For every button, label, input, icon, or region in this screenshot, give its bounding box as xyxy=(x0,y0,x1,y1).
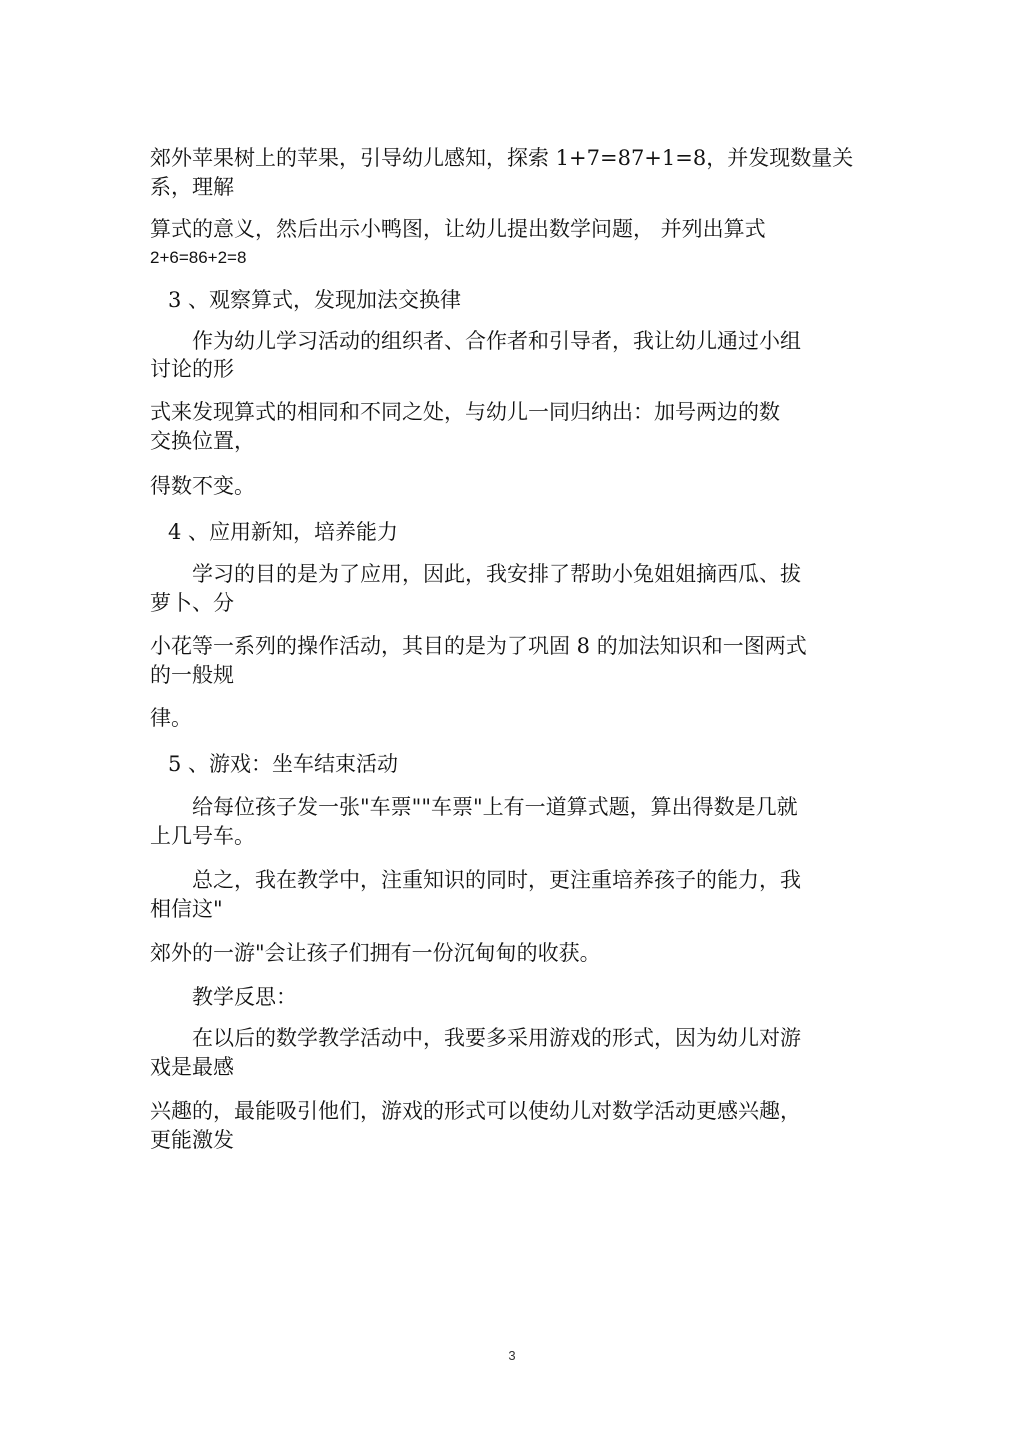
section-heading: 5 、游戏：坐车结束活动 xyxy=(168,752,399,776)
text-line: 上几号车。 xyxy=(150,824,255,848)
text-line: 更能激发 xyxy=(150,1128,234,1152)
text-line: 交换位置， xyxy=(150,429,255,453)
text-line: 郊外的一游"会让孩子们拥有一份沉甸甸的收获。 xyxy=(150,941,601,965)
text-line: 小花等一系列的操作活动，其目的是为了巩固 8 的加法知识和一图两式 xyxy=(150,634,807,658)
page-number: 3 xyxy=(508,1348,516,1363)
text-line: 萝卜、分 xyxy=(150,591,234,615)
text-line: 戏是最感 xyxy=(150,1055,234,1079)
text-line: 的一般规 xyxy=(150,663,234,687)
paragraph-start: 学习的目的是为了应用，因此，我安排了帮助小兔姐姐摘西瓜、拔 xyxy=(192,562,801,586)
text-line: 式来发现算式的相同和不同之处，与幼儿一同归纳出：加号两边的数 xyxy=(150,400,780,424)
reflection-heading: 教学反思： xyxy=(192,985,297,1009)
section-heading: 4 、应用新知，培养能力 xyxy=(168,520,399,544)
paragraph-start: 给每位孩子发一张"车票""车票"上有一道算式题，算出得数是几就 xyxy=(192,795,798,819)
text-line: 算式的意义，然后出示小鸭图，让幼儿提出数学问题， 并列出算式 xyxy=(150,217,766,241)
text-line: 系，理解 xyxy=(150,175,234,199)
text-line: 2+6=86+2=8 xyxy=(150,248,247,267)
text-line: 相信这" xyxy=(150,897,223,921)
paragraph-start: 在以后的数学教学活动中，我要多采用游戏的形式，因为幼儿对游 xyxy=(192,1026,801,1050)
paragraph-start: 总之，我在教学中，注重知识的同时，更注重培养孩子的能力，我 xyxy=(192,868,801,892)
section-heading: 3 、观察算式，发现加法交换律 xyxy=(168,288,462,312)
text-line: 郊外苹果树上的苹果，引导幼儿感知，探索 1+7=87+1=8，并发现数量关 xyxy=(150,146,854,170)
text-line: 兴趣的，最能吸引他们，游戏的形式可以使幼儿对数学活动更感兴趣， xyxy=(150,1099,801,1123)
paragraph-start: 作为幼儿学习活动的组织者、合作者和引导者，我让幼儿通过小组 xyxy=(192,329,801,353)
text-line: 律。 xyxy=(150,706,192,730)
text-line: 得数不变。 xyxy=(150,474,255,498)
text-line: 讨论的形 xyxy=(150,357,234,381)
